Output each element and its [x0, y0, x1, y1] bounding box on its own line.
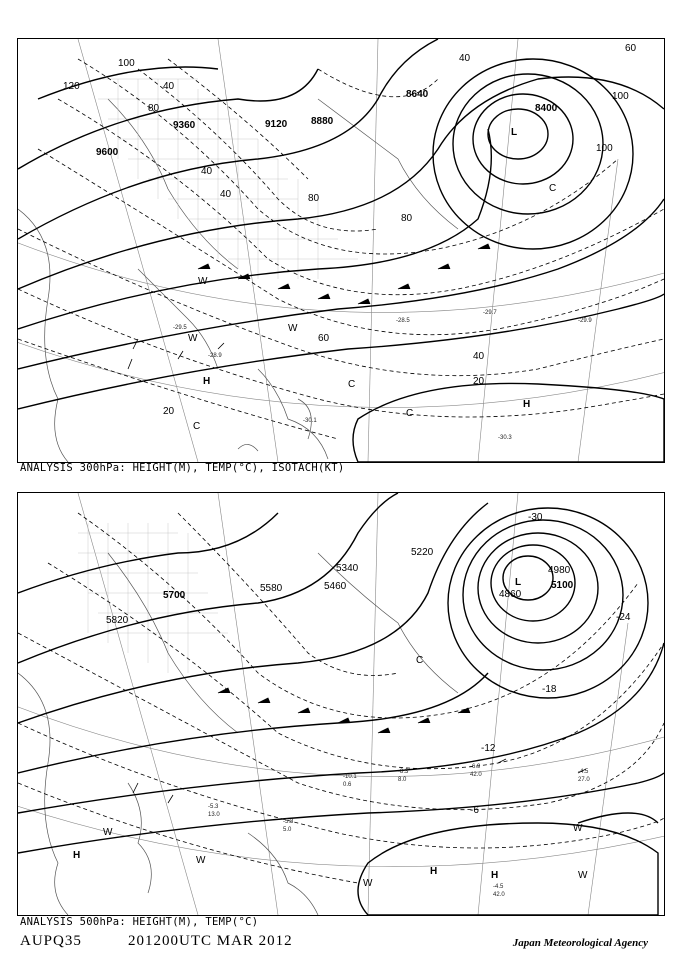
isotach-label: 40: [459, 53, 471, 64]
isotach-label: 40: [220, 189, 232, 200]
temp-label: -28.9: [208, 353, 222, 359]
high-marker: H: [523, 399, 531, 410]
station-label: -5.3: [208, 804, 219, 810]
station-label: 42.0: [493, 892, 505, 898]
chart-code: AUPQ35: [20, 933, 82, 949]
station-label: 13.0: [208, 812, 220, 818]
high-marker: H: [491, 870, 499, 881]
valid-time: 201200UTC MAR 2012: [128, 933, 293, 949]
height-label: 5340: [336, 563, 359, 574]
isotach-label: 100: [596, 143, 613, 154]
height-contours: [18, 39, 664, 409]
cold-marker: C: [348, 379, 356, 390]
station-labels: [208, 764, 590, 898]
high-marker: H: [203, 376, 211, 387]
coastline: [18, 553, 458, 915]
low-center-rings: [433, 59, 633, 249]
height-label: 4860: [499, 589, 522, 600]
warm-marker: W: [363, 878, 373, 889]
temp-label: -29.9: [578, 318, 592, 324]
low-marker: L: [511, 127, 518, 138]
low-marker: L: [515, 577, 522, 588]
height-label: 5700: [163, 590, 186, 601]
high-area: [358, 823, 658, 915]
isotherm-label: -12: [481, 743, 496, 754]
temp-label: -29.7: [483, 310, 497, 316]
high-marker: H: [430, 866, 438, 877]
isotherm-label: -18: [542, 684, 557, 695]
height-label: 8400: [535, 103, 558, 114]
isotach-label: 40: [473, 351, 485, 362]
isotach-label: 80: [401, 213, 413, 224]
jet-core-area: [353, 383, 664, 462]
isotach-label: 80: [148, 103, 160, 114]
wind-barbs: [128, 244, 490, 369]
station-label: 42.0: [470, 772, 482, 778]
cold-marker: C: [416, 655, 424, 666]
temp-label: -30.3: [498, 435, 512, 441]
isotach-label: 20: [473, 376, 485, 387]
isotach-label: 60: [625, 43, 637, 54]
low-center-rings: [448, 508, 648, 698]
isotherm-label: -24: [616, 612, 631, 623]
station-label: -4.5: [578, 769, 589, 775]
height-label: 9360: [173, 120, 196, 131]
moist-hatch: [78, 523, 228, 673]
map-panel-500hpa: [17, 492, 665, 916]
isotach-label: 20: [163, 406, 175, 417]
warm-marker: W: [196, 855, 206, 866]
pressure-markers: [73, 577, 588, 889]
warm-marker: W: [103, 827, 113, 838]
temp-label: -28.5: [396, 318, 410, 324]
graticule: [18, 39, 664, 462]
height-label: 5820: [106, 615, 129, 626]
height-label: 9600: [96, 147, 119, 158]
height-label: 9120: [265, 119, 288, 130]
isotherm-label: -6: [470, 805, 479, 816]
map-500hpa-svg: [18, 493, 664, 915]
isotach-label: 40: [201, 166, 213, 177]
map-300hpa-svg: [18, 39, 664, 462]
cold-marker: C: [406, 408, 414, 419]
station-label: -4.5: [493, 884, 504, 890]
temp-label: -30.1: [303, 418, 317, 424]
station-label: -6.9: [470, 764, 481, 770]
isotach-label: 80: [308, 193, 320, 204]
height-label: 5100: [551, 580, 574, 591]
station-label: 8.0: [398, 777, 407, 783]
station-label: 5.0: [283, 827, 292, 833]
isotach-label: 100: [118, 58, 135, 69]
station-label: -10.1: [343, 774, 357, 780]
map-panel-300hpa: [17, 38, 665, 463]
station-label: 0.6: [343, 782, 352, 788]
station-label: -8.3: [398, 769, 409, 775]
height-label: 4980: [548, 565, 571, 576]
graticule: [18, 493, 664, 915]
height-label: 5220: [411, 547, 434, 558]
temp-label: -29.5: [173, 325, 187, 331]
warm-marker: W: [188, 333, 198, 344]
height-label: 8640: [406, 89, 429, 100]
warm-marker: W: [198, 276, 208, 287]
isotach-label: 120: [63, 81, 80, 92]
height-contours: [18, 493, 664, 853]
isotach-label: 60: [318, 333, 330, 344]
caption-300hpa: ANALYSIS 300hPa: HEIGHT(M), TEMP(°C), ISOTACH(KT): [20, 462, 345, 474]
high-area-edge: [578, 813, 658, 823]
station-label: 27.0: [578, 777, 590, 783]
height-label: 8880: [311, 116, 334, 127]
cold-marker: C: [193, 421, 201, 432]
isotach-label: 100: [612, 91, 629, 102]
isotherm-label: -30: [528, 512, 543, 523]
temperature-labels: [173, 310, 592, 441]
high-marker: H: [73, 850, 81, 861]
height-label: 5460: [324, 581, 347, 592]
station-label: -5.3: [283, 819, 294, 825]
warm-marker: W: [288, 323, 298, 334]
agency-name: Japan Meteorological Agency: [512, 937, 648, 949]
isotach-label: 40: [163, 81, 175, 92]
wind-barbs: [133, 688, 586, 803]
caption-500hpa: ANALYSIS 500hPa: HEIGHT(M), TEMP(°C): [20, 916, 259, 928]
warm-marker: W: [578, 870, 588, 881]
cold-marker: C: [549, 183, 557, 194]
height-label: 5580: [260, 583, 283, 594]
warm-marker: W: [573, 823, 583, 834]
